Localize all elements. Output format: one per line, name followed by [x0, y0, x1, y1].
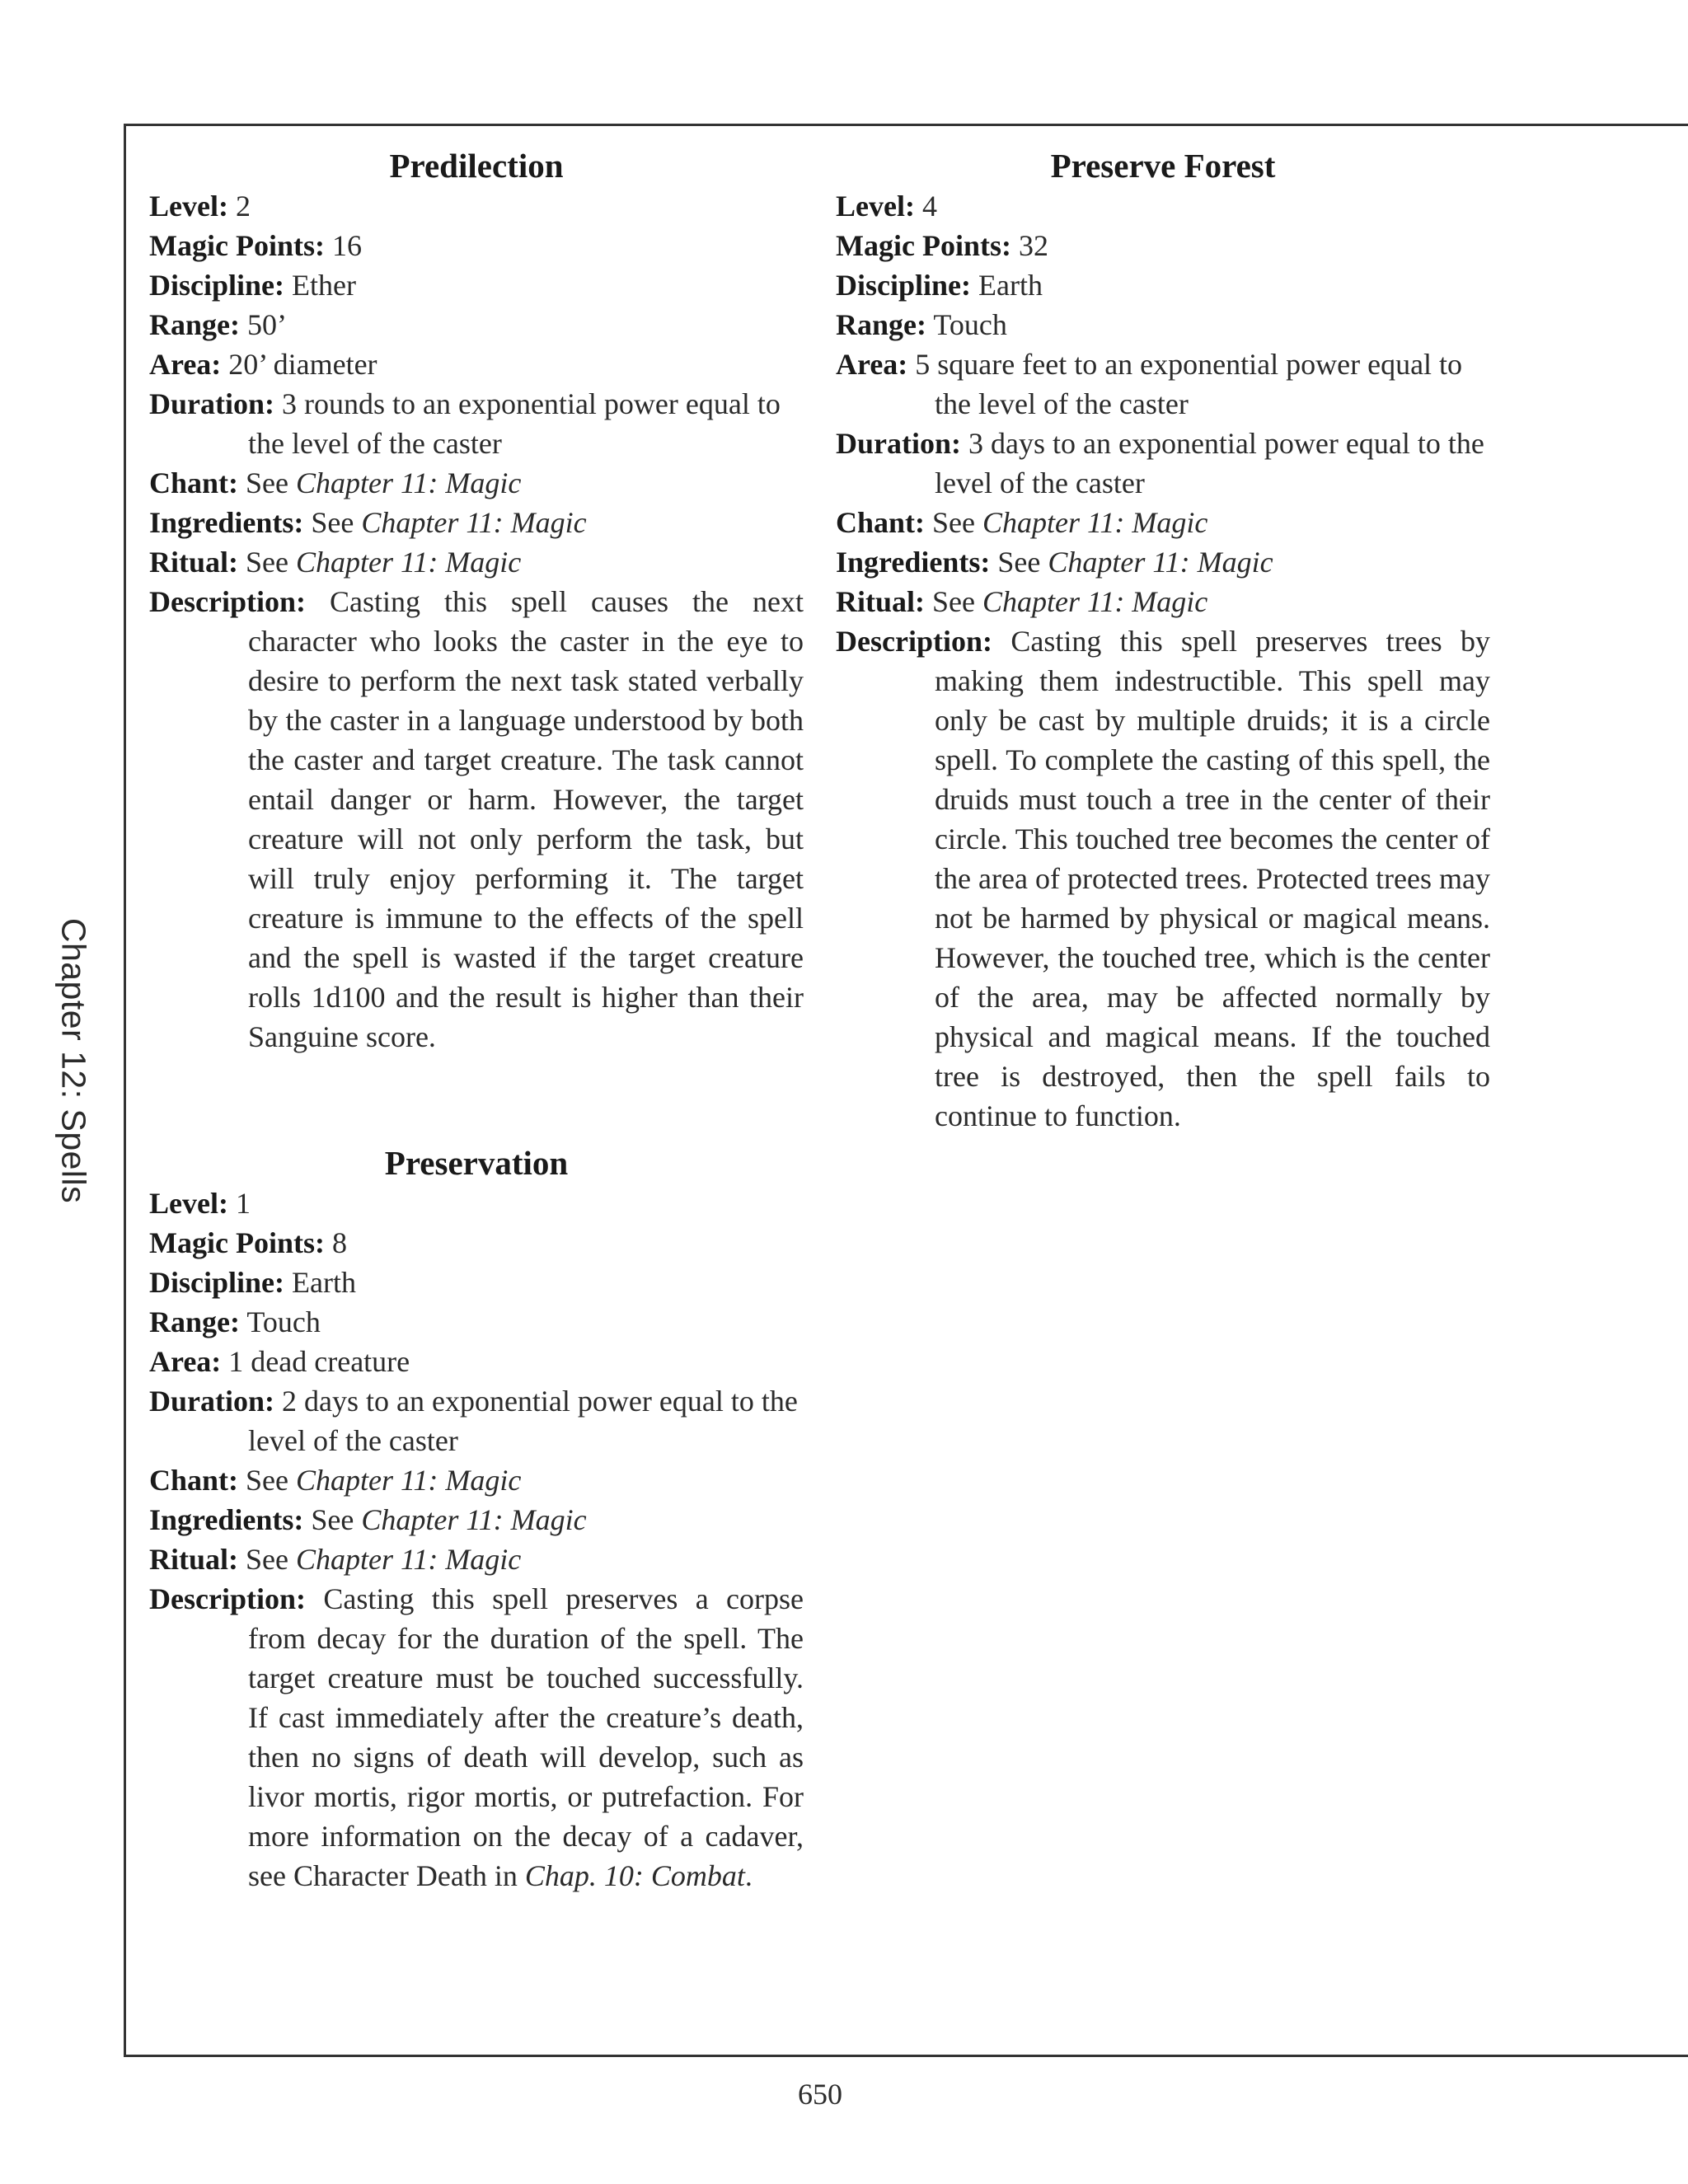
spell-title: Preservation	[384, 1144, 569, 1182]
description-field: Description: Casting this spell preserves a corpse from decay for the duration of the spell. The target creature must be touched successfully. If cast immediately after the creature’s death, then no signs of death will develop, such as livor mortis, rigor mortis, or putrefaction. For more information on the decay of a cadaver, see Character Death in Chap. 10: Combat.	[149, 1582, 804, 1892]
page-number: 650	[798, 2078, 842, 2111]
description-field: Description: Casting this spell causes the next character who looks the caster in the eye to desire to perform the next task stated verbally by the caster in a language understood by both the caster and target creature. The task cannot entail danger or harm. However, the target creature will not only perform the task, but will truly enjoy performing it. The target creature is immune to the effects of the spell and the spell is wasted if the target creature rolls 1d100 and the result is higher than their Sanguine score.	[149, 585, 804, 1053]
area-field: Area: 1 dead creature	[149, 1345, 410, 1378]
ritual-field: Ritual: See Chapter 11: Magic	[149, 1543, 522, 1576]
ingredients-field: Ingredients: See Chapter 11: Magic	[836, 546, 1273, 579]
left-column	[149, 145, 804, 1896]
discipline-field: Discipline: Earth	[149, 1266, 356, 1299]
ingredients-field: Ingredients: See Chapter 11: Magic	[149, 506, 587, 539]
chant-field: Chant: See Chapter 11: Magic	[149, 466, 522, 499]
chant-field: Chant: See Chapter 11: Magic	[149, 1464, 522, 1497]
range-field: Range: Touch	[836, 308, 1007, 341]
duration-field: Duration: 3 days to an exponential power equal to the level of the caster	[836, 427, 1484, 499]
area-field: Area: 20’ diameter	[149, 348, 377, 381]
chapter-side-label-text: Chapter 12: Spells	[54, 917, 93, 1204]
spell-preservation	[149, 1142, 804, 1896]
spell-title: Predilection	[389, 147, 564, 185]
ritual-field: Ritual: See Chapter 11: Magic	[836, 585, 1208, 618]
level-field: Level: 2	[149, 190, 251, 223]
range-field: Range: Touch	[149, 1305, 321, 1338]
magic-points-field: Magic Points: 8	[149, 1226, 347, 1259]
spell-predilection	[149, 145, 804, 1057]
range-field: Range: 50’	[149, 308, 287, 341]
ritual-field: Ritual: See Chapter 11: Magic	[149, 546, 522, 579]
ingredients-field: Ingredients: See Chapter 11: Magic	[149, 1503, 587, 1536]
magic-points-field: Magic Points: 16	[149, 229, 362, 262]
discipline-field: Discipline: Earth	[836, 269, 1043, 302]
chant-field: Chant: See Chapter 11: Magic	[836, 506, 1208, 539]
area-field: Area: 5 square feet to an exponential power equal to the level of the caster	[836, 348, 1463, 420]
level-field: Level: 4	[836, 190, 937, 223]
level-field: Level: 1	[149, 1187, 251, 1220]
magic-points-field: Magic Points: 32	[836, 229, 1048, 262]
right-column	[836, 145, 1490, 1136]
spell-preserve-forest	[836, 145, 1490, 1136]
spell-title: Preserve Forest	[1050, 147, 1276, 185]
duration-field: Duration: 2 days to an exponential power equal to the level of the caster	[149, 1385, 798, 1457]
description-field: Description: Casting this spell preserves trees by making them indestructible. This spell may only be cast by multiple druids; it is a circle spell. To complete the casting of this spell, the druids must touch a tree in the center of their circle. This touched tree becomes the center of the area of protected trees. Protected trees may not be harmed by physical or magical means. However, the touched tree, which is the center of the area, may be affected normally by physical and magical means. If the touched tree is destroyed, then the spell fails to continue to function.	[836, 625, 1490, 1132]
discipline-field: Discipline: Ether	[149, 269, 356, 302]
duration-field: Duration: 3 rounds to an exponential power equal to the level of the caster	[149, 387, 781, 460]
